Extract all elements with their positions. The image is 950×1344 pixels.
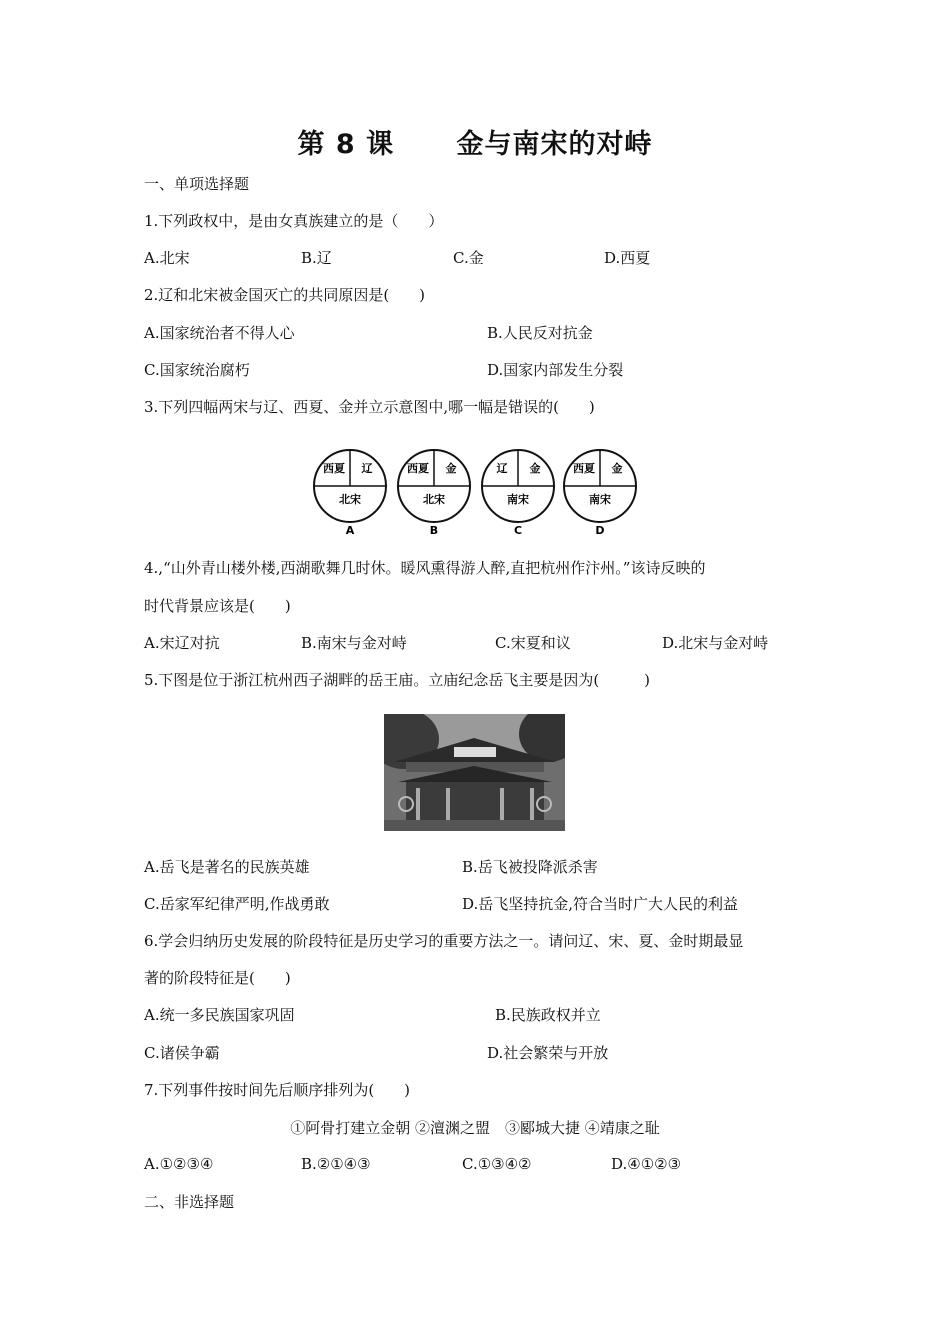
q6-option-b: B.民族政权并立 — [495, 1006, 601, 1024]
diagram-region-label: 西夏 — [407, 462, 429, 475]
q7-events-list: ①阿骨打建立金朝 ②澶渊之盟 ③郾城大捷 ④靖康之耻 — [290, 1119, 660, 1137]
q6-option-d: D.社会繁荣与开放 — [487, 1044, 609, 1062]
diagram-region-label: 辽 — [496, 462, 508, 475]
q7-option-b: B.②①④③ — [301, 1155, 371, 1173]
diagram-b — [398, 450, 470, 537]
q1-option-d: D.西夏 — [604, 249, 651, 267]
q1-option-c: C.金 — [453, 249, 484, 267]
q1-option-a: A.北宋 — [144, 249, 190, 267]
diagram-region-label: 金 — [529, 462, 541, 475]
q4-option-c: C.宋夏和议 — [495, 634, 571, 652]
diagram-letter: A — [345, 524, 355, 537]
diagram-a — [314, 450, 386, 537]
diagram-region-label: 北宋 — [423, 493, 445, 506]
q1-option-b: B.辽 — [301, 249, 332, 267]
diagram-d — [564, 450, 636, 537]
question-5-stem: 5.下图是位于浙江杭州西子湖畔的岳王庙。立庙纪念岳飞主要是因为( ) — [144, 671, 651, 689]
q4-option-d: D.北宋与金对峙 — [662, 634, 769, 652]
diagram-region-label: 西夏 — [323, 462, 345, 475]
q2-option-d: D.国家内部发生分裂 — [487, 361, 624, 379]
diagram-letter: D — [595, 524, 605, 537]
q4-option-b: B.南宋与金对峙 — [301, 634, 407, 652]
question-7-stem: 7.下列事件按时间先后顺序排列为( ) — [144, 1081, 411, 1099]
question-2-stem: 2.辽和北宋被金国灭亡的共同原因是( ) — [144, 286, 426, 304]
question-3-stem: 3.下列四幅两宋与辽、西夏、金并立示意图中,哪一幅是错误的( ) — [144, 398, 595, 416]
q7-option-c: C.①③④② — [462, 1155, 532, 1173]
yue-temple-photo — [384, 714, 565, 831]
question-1-stem: 1.下列政权中，是由女真族建立的是（ ） — [144, 212, 444, 230]
section-heading-nonchoice: 二、非选择题 — [144, 1193, 235, 1211]
diagram-region-label: 南宋 — [589, 493, 611, 506]
diagram-region-label: 北宋 — [339, 493, 361, 506]
section-heading-choice: 一、单项选择题 — [144, 175, 250, 193]
diagram-letter: B — [429, 524, 439, 537]
q5-option-d: D.岳飞坚持抗金,符合当时广大人民的利益 — [462, 895, 739, 913]
diagram-region-label: 南宋 — [507, 493, 529, 506]
q6-option-a: A.统一多民族国家巩固 — [144, 1006, 295, 1024]
q4-option-a: A.宋辽对抗 — [144, 634, 220, 652]
diagram-region-label: 金 — [445, 462, 457, 475]
q2-option-c: C.国家统治腐朽 — [144, 361, 250, 379]
q6-option-c: C.诸侯争霸 — [144, 1044, 220, 1062]
diagram-letter: C — [513, 524, 523, 537]
page-title: 第 8 课 金与南宋的对峙 — [297, 129, 653, 160]
diagram-c — [482, 450, 554, 537]
regime-diagrams — [312, 448, 642, 538]
q2-option-a: A.国家统治者不得人心 — [144, 324, 295, 342]
q7-option-d: D.④①②③ — [611, 1155, 682, 1173]
q5-option-b: B.岳飞被投降派杀害 — [462, 858, 598, 876]
q7-option-a: A.①②③④ — [144, 1155, 214, 1173]
q5-option-c: C.岳家军纪律严明,作战勇敢 — [144, 895, 330, 913]
question-4-stem-line-1: 4.,“山外青山楼外楼,西湖歌舞几时休。暖风熏得游人醉,直把杭州作汴州。”该诗反映的 — [144, 559, 706, 577]
question-4-stem-line-2: 时代背景应该是( ) — [144, 597, 291, 615]
diagram-region-label: 金 — [611, 462, 623, 475]
diagram-region-label: 辽 — [361, 462, 373, 475]
q5-option-a: A.岳飞是著名的民族英雄 — [144, 858, 310, 876]
question-6-stem-line-2: 著的阶段特征是( ) — [144, 969, 291, 987]
q2-option-b: B.人民反对抗金 — [487, 324, 593, 342]
diagram-region-label: 西夏 — [573, 462, 595, 475]
question-6-stem-line-1: 6.学会归纳历史发展的阶段特征是历史学习的重要方法之一。请问辽、宋、夏、金时期最显 — [144, 932, 744, 950]
